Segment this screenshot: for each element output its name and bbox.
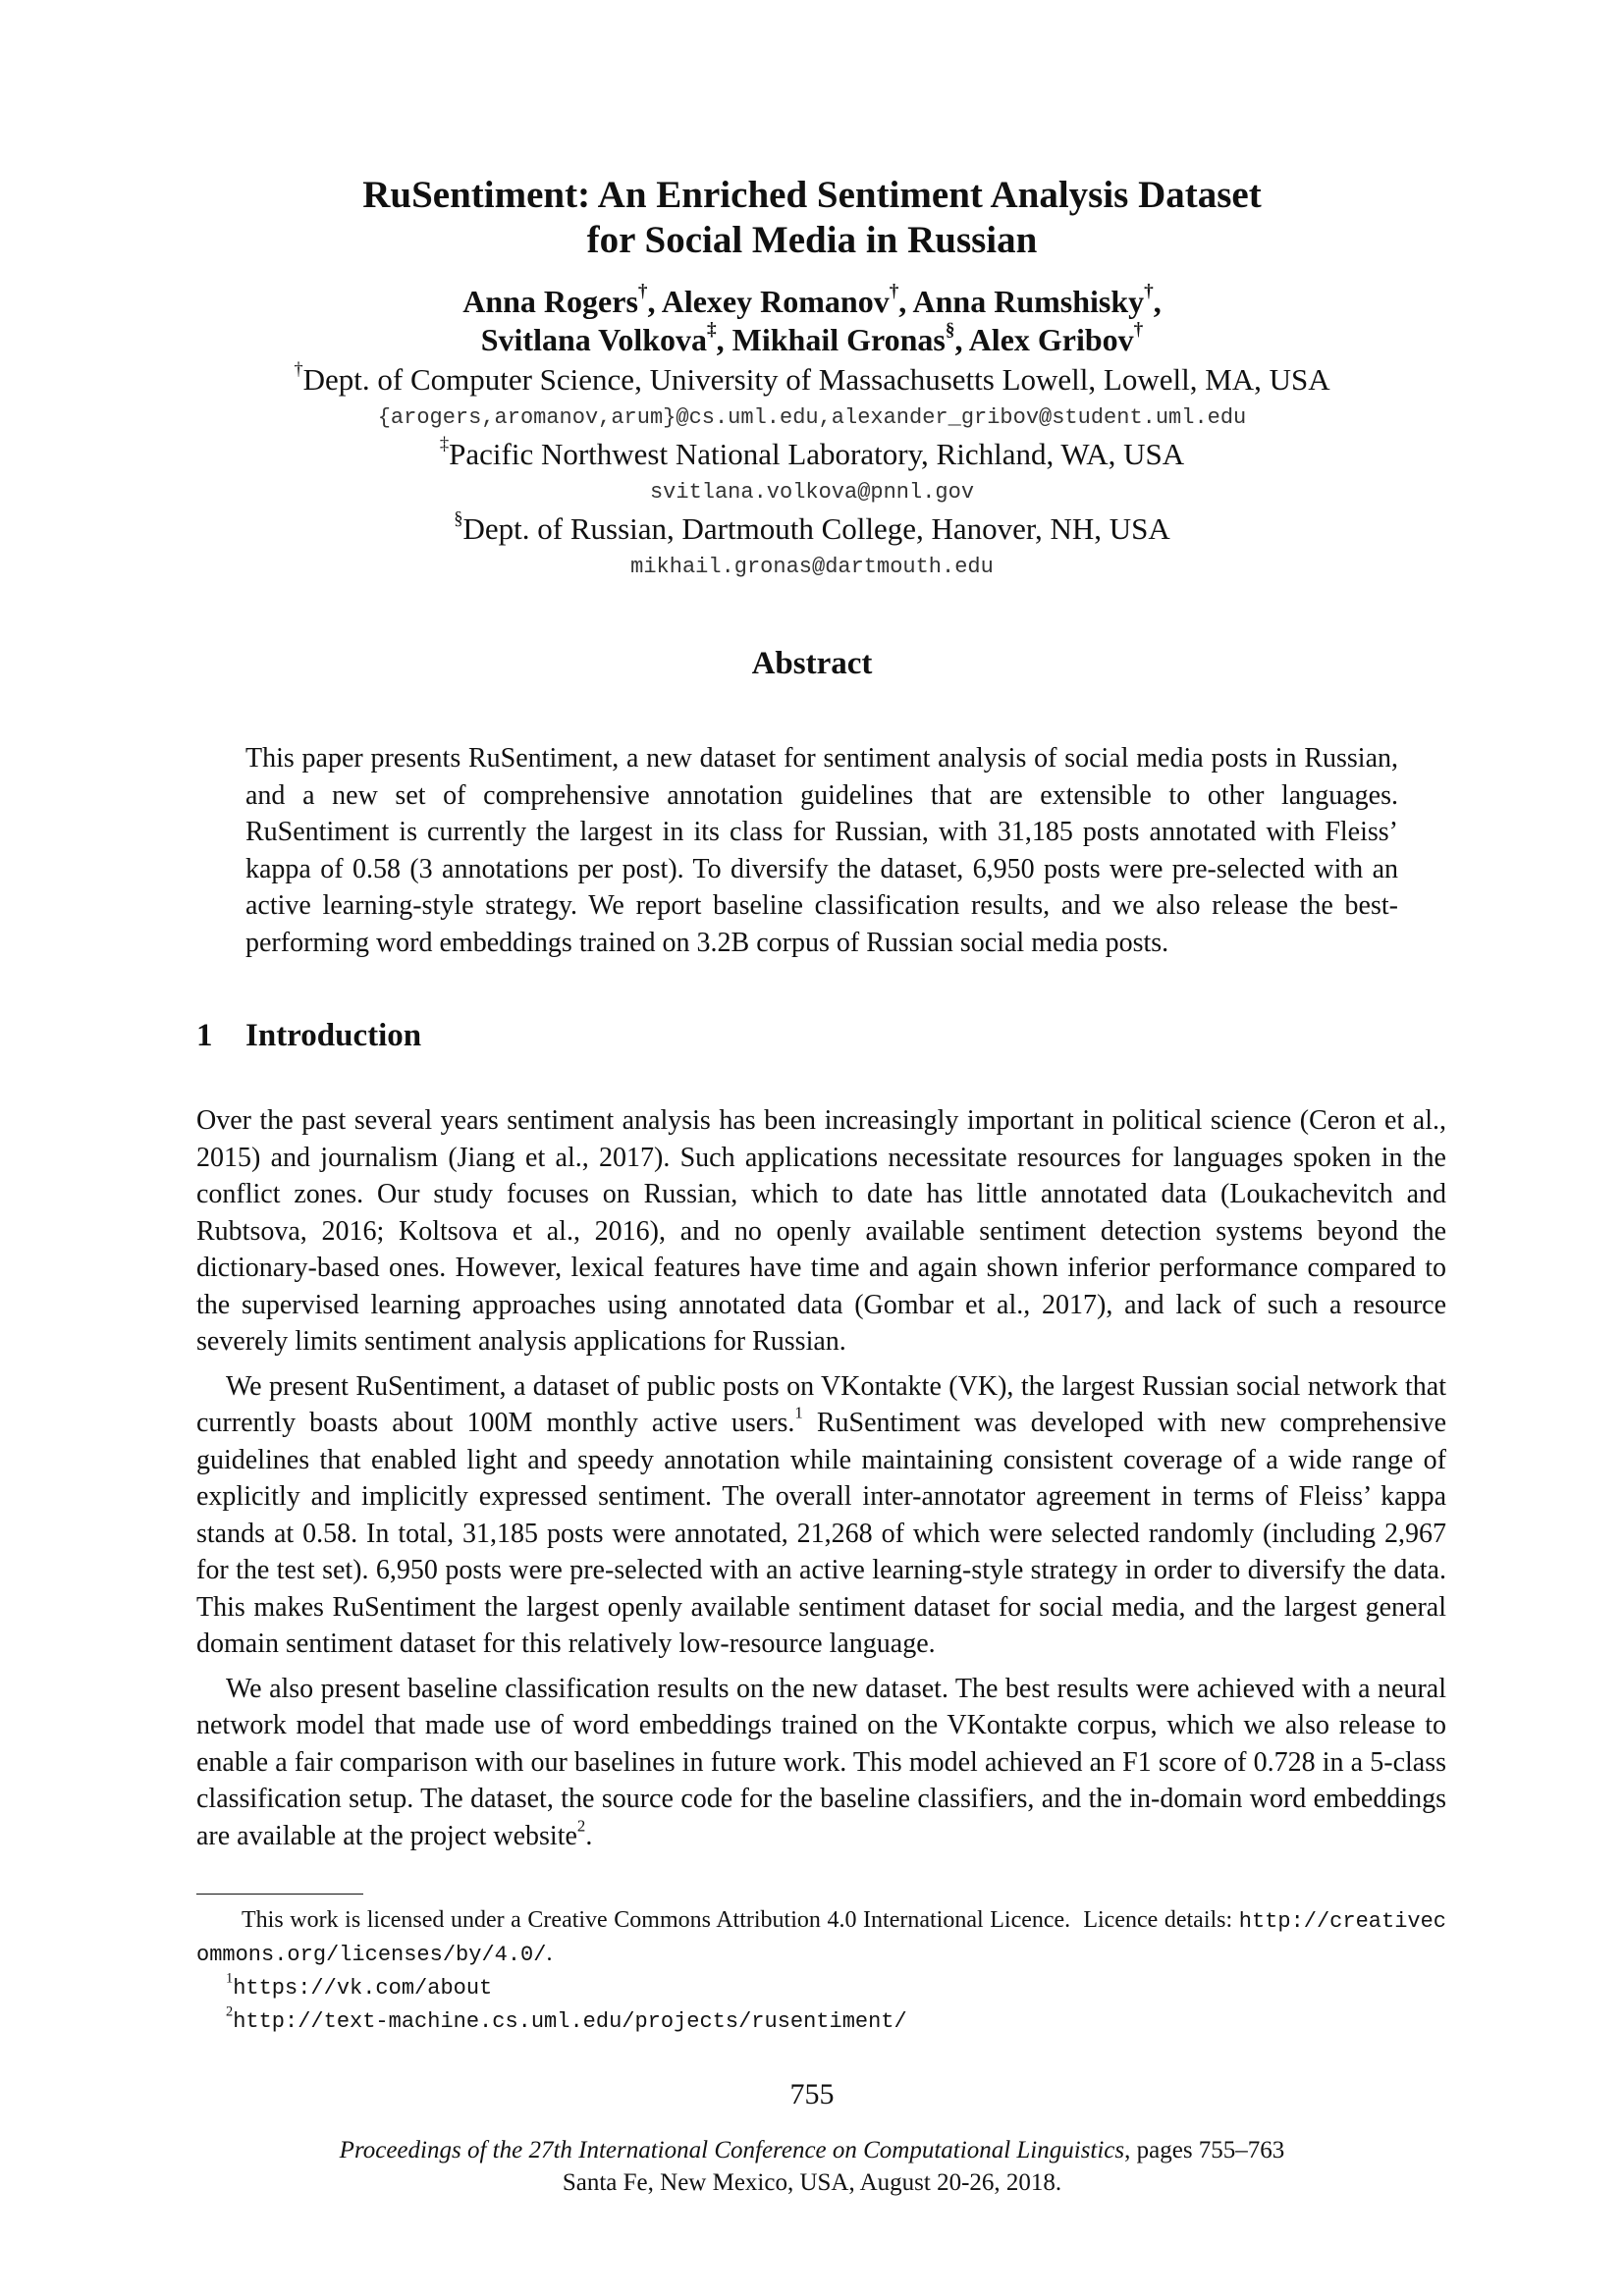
affiliation-2 (0, 436, 1624, 473)
affiliation-mark: † (1144, 281, 1154, 302)
affiliation-mark: § (454, 508, 463, 530)
footnote-marker[interactable]: 1 (794, 1403, 803, 1422)
email-1[interactable]: {arogers,aromanov,arum}@cs.uml.edu,alexander_gribov@student.uml.edu (377, 405, 1247, 430)
footnote-number: 1 (226, 1970, 234, 1987)
section-number: 1 (196, 1018, 213, 1053)
venue-name: Proceedings of the 27th International Conference on Computational Linguistics (339, 2137, 1125, 2163)
footnote-rule (196, 1894, 363, 1895)
separator: , (1153, 284, 1162, 319)
section-heading (196, 1016, 1446, 1055)
proceedings-footer (0, 2134, 1624, 2199)
license-text: This work is licensed under a Creative Commons Attribution 4.0 International Licence. Licence details: (242, 1907, 1239, 1933)
footnote-1 (196, 1971, 1446, 2004)
paper-title (0, 173, 1624, 263)
separator: , (716, 322, 732, 357)
paragraph-text: RuSentiment was developed with new comprehensive guidelines that enabled light and speedy annotation while maintaining consistent coverage of a wide range of explicitly and implicitly expressed sentiment. The overall inter-annotator agreement in terms of Fleiss’ kappa stands at 0.58. In total, 31,185 posts were annotated, 21,268 of which were selected randomly (including 2,967 for the test set). 6,950 posts were pre-selected with an active learning-style strategy in order to diversify the data. This makes RuSentiment the largest openly available sentiment dataset for social media, and the largest general domain sentiment dataset for this relatively low-resource language. (196, 1408, 1446, 1659)
separator: , (898, 284, 913, 319)
affiliation-mark: ‡ (707, 319, 717, 341)
footnote-link[interactable]: https://vk.com/about (233, 1976, 493, 2001)
intro-paragraph-2 (196, 1368, 1446, 1663)
author-name: Anna Rogers (462, 284, 638, 319)
intro-paragraph-3 (196, 1671, 1446, 1855)
abstract-heading: Abstract (751, 646, 873, 681)
separator: , (954, 322, 969, 357)
paragraph-text: We present RuSentiment, a dataset of public posts on VKontakte (VK), the largest Russian social network that currently boasts about 100M monthly active users. (196, 1370, 1446, 1438)
footnote-2 (196, 2004, 1446, 2038)
affiliation-mark: † (294, 359, 303, 381)
authors-line-2 (0, 321, 1624, 359)
author-name: Anna Rumshisky (912, 284, 1145, 319)
email-2[interactable]: svitlana.volkova@pnnl.gov (649, 480, 975, 505)
affiliation-text: Pacific Northwest National Laboratory, Richland, WA, USA (449, 437, 1185, 471)
authors-line-1 (0, 283, 1624, 321)
conference-location: Santa Fe, New Mexico, USA, August 20-26, 2018. (562, 2169, 1062, 2196)
introduction-body (196, 1102, 1446, 1854)
title-line-2: for Social Media in Russian (586, 219, 1038, 261)
author-list (0, 283, 1624, 359)
paragraph-text: We also present baseline classification results on the new dataset. The best results were achieved with a neural network model that made use of word embeddings trained on the VKontakte corpus, which we also release to enable a fair comparison with our baselines in future work. This model achieved an F1 score of 0.728 in a 5-class classification setup. The dataset, the source code for the baseline classifiers, and the in-domain word embeddings are available at the project website (196, 1673, 1446, 1851)
title-line-1: RuSentiment: An Enriched Sentiment Analysis Dataset (362, 174, 1262, 216)
author-name: Alex Gribov (968, 322, 1134, 357)
author-name: Mikhail Gronas (731, 322, 946, 357)
license-footnote (196, 1904, 1446, 1971)
affiliation-text: Dept. of Computer Science, University of Massachusetts Lowell, Lowell, MA, USA (302, 362, 1330, 397)
footnote-marker[interactable]: 2 (576, 1816, 586, 1836)
affiliation-mark: § (945, 319, 955, 341)
paragraph-text: . (585, 1820, 593, 1851)
email-3[interactable]: mikhail.gronas@dartmouth.edu (630, 555, 994, 579)
intro-paragraph-1: Over the past several years sentiment analysis has been increasingly important in political science (Ceron et al., 2015) and journalism (Jiang et al., 2017). Such applications necessitate resources for languages spoken in the conflict zones. Our study focuses on Russian, which to date has little annotated data (Loukachevitch and Rubtsova, 2016; Koltsova et al., 2016), and no openly available sentiment detection systems beyond the dictionary-based ones. However, lexical features have time and again shown inferior performance compared to the supervised learning approaches using annotated data (Gombar et al., 2017), and lack of such a resource severely limits sentiment analysis applications for Russian. (196, 1105, 1446, 1357)
license-link[interactable]: http://creativecommons.org/licenses/by/4.0/ (196, 1909, 1446, 1967)
affiliation-3 (0, 510, 1624, 548)
affiliation-1 (0, 361, 1624, 399)
proceedings-line (0, 2134, 1624, 2166)
footnotes (196, 1904, 1446, 2038)
footnote-link[interactable]: http://text-machine.cs.uml.edu/projects/rusentiment/ (233, 2009, 907, 2034)
section-title: Introduction (245, 1018, 422, 1053)
affiliation-mark: ‡ (439, 434, 450, 455)
separator: , (647, 284, 662, 319)
affiliation-mark: † (637, 281, 648, 302)
author-name: Svitlana Volkova (480, 322, 708, 357)
page-number: 755 (789, 2078, 835, 2110)
page-range: , pages 755–763 (1124, 2137, 1285, 2163)
footnote-number: 2 (226, 2003, 234, 2020)
affiliation-text: Dept. of Russian, Dartmouth College, Hanover, NH, USA (462, 511, 1170, 546)
author-name: Alexey Romanov (661, 284, 890, 319)
affiliation-mark: † (1133, 319, 1144, 341)
punctuation: . (546, 1941, 553, 1966)
affiliation-mark: † (889, 281, 899, 302)
abstract-text: This paper presents RuSentiment, a new dataset for sentiment analysis of social media posts in Russian, and a new set of comprehensive annotation guidelines that are extensible to other languages. RuSentiment is currently the largest in its class for Russian, with 31,185 posts annotated with Fleiss’ kappa of 0.58 (3 annotations per post). To diversify the dataset, 6,950 posts were pre-selected with an active learning-style strategy. We report baseline classification results, and we also release the best-performing word embeddings trained on 3.2B corpus of Russian social media posts. (245, 743, 1398, 958)
